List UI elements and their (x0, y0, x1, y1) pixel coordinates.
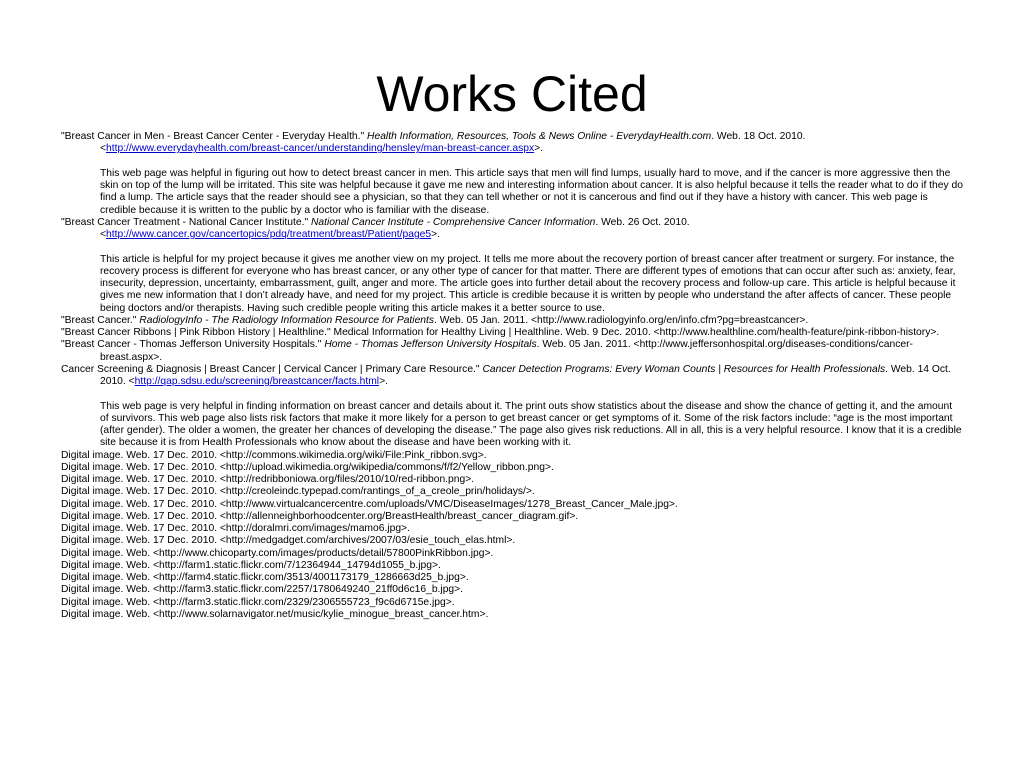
citation-text: "Breast Cancer in Men - Breast Cancer Center - Everyday Health." (61, 131, 368, 142)
image-citation: Digital image. Web. 17 Dec. 2010. <http://creoleindc.typepad.com/rantings_of_a_creole_prin/holidays/>. (61, 486, 535, 498)
annotation-6: This web page is very helpful in finding information on breast cancer and details about it. The print outs show statistics about the disease and show the chance of getting it, and the amount of survivors. This web page also lists risk factors that make it more likely for a person to get breast cancer or get symptoms of it. Some of the risk factors include: “age is the most important (after gender). The older a women, the greater her chances of developing the disease.” The page also gives risk reductions. All in all, this is a very helpful resource. I know that it is a credible site because it is from Health Professionals who know about the disease and have been working with it. (100, 400, 962, 449)
citation-text: "Breast Cancer Treatment - National Cancer Institute." (61, 216, 311, 228)
citation-3 (61, 315, 963, 327)
citation-2 (61, 217, 963, 242)
citation-4 (61, 327, 963, 339)
spacer (61, 156, 963, 168)
image-citation: Digital image. Web. 17 Dec. 2010. <http://doralmri.com/images/mamo6.jpg>. (61, 523, 410, 534)
image-citation: Digital image. Web. <http://farm1.static.flickr.com/7/12364944_14794d1055_b.jpg>. (61, 559, 441, 571)
citation-text: >. (431, 229, 441, 240)
image-citation: Digital image. Web. <http://www.chicoparty.com/images/products/detail/57800PinkRibbon.jpg>. (61, 547, 494, 559)
citation-source-title: Health Information, Resources, Tools & News Online - EverydayHealth.com (367, 131, 712, 142)
citation-text: . Web. 26 Oct. 2010. < (100, 216, 690, 240)
citation-text: >. (379, 376, 388, 387)
citation-source-title: National Cancer Institute - Comprehensive Cancer Information (310, 216, 596, 228)
image-citation: Digital image. Web. <http://farm4.static.flickr.com/3513/4001173179_1286663d25_b.jpg>. (61, 572, 469, 583)
image-citation: Digital image. Web. 17 Dec. 2010. <http://commons.wikimedia.org/wiki/File:Pink_ribbon.svg>. (61, 449, 487, 461)
citation-text: "Breast Cancer Ribbons | Pink Ribbon History | Healthline." Medical Information for Healthy Living | Healthline. Web. 9 Dec. 2010. <http://www.healthline.com/health-feature/pink-ribbon-history>. (61, 327, 940, 338)
image-citation: Digital image. Web. <http://farm3.static.flickr.com/2329/2306555723_f9c6d6715e.jpg>. (61, 596, 455, 608)
spacer (61, 241, 963, 253)
works-cited-list (61, 131, 963, 621)
image-citation: Digital image. Web. 17 Dec. 2010. <http://allenneighborhoodcenter.org/BreastHealth/breast_cancer_diagram.gif>. (61, 510, 579, 522)
citation-text: "Breast Cancer - Thomas Jefferson University Hospitals." (61, 339, 325, 351)
citation-text: . Web. 18 Oct. 2010. < (100, 131, 806, 155)
citation-5 (61, 339, 963, 364)
image-citation: Digital image. Web. <http://farm3.static.flickr.com/2257/1780649240_21ff0d6c16_b.jpg>. (61, 584, 464, 596)
citation-text: Cancer Screening & Diagnosis | Breast Cancer | Cervical Cancer | Primary Care Resource." (61, 363, 483, 375)
citation-6 (61, 364, 963, 389)
image-citation: Digital image. Web. 17 Dec. 2010. <http://upload.wikimedia.org/wikipedia/commons/f/f2/Yellow_ribbon.png>. (61, 461, 554, 473)
citation-text: "Breast Cancer." (61, 314, 140, 326)
citation-1 (61, 131, 963, 156)
citation-text: . Web. 05 Jan. 2011. <http://www.jeffersonhospital.org/diseases-conditions/cancer-breast.aspx>. (100, 339, 913, 363)
citation-source-title: Cancer Detection Programs: Every Woman Counts | Resources for Health Professionals (482, 363, 886, 375)
citation-link[interactable]: http://qap.sdsu.edu/screening/breastcancer/facts.html (134, 376, 380, 387)
image-citation: Digital image. Web. <http://www.solarnavigator.net/music/kylie_minogue_breast_cancer.htm>. (61, 608, 489, 620)
annotation-1: This web page was helpful in figuring out how to detect breast cancer in men. This article says that men will find lumps, usually hard to move, and if the cancer is more aggressive then the skin on top of the lump will be irritated. This site was helpful because it gave me new and interesting information about cancer. It is also helpful because it tells the reader what to do if they do find a lump. The article says that the reader should see a physician, so that they can tell whether or not it is cancerous and find out if they have a history with cancer. This web page is credible because it is written to the public by a doctor who is familiar with the disease. (100, 167, 963, 216)
annotation-2: This article is helpful for my project because it gives me another view on my project. It tells me more about the recovery portion of breast cancer after treatment or surgery. For instance, the recovery process is different for everyone who has breast cancer, or any other type of cancer for that matter. There are different types of emotions that can occur after such as: anxiety, fear, insecurity, depression, uncertainty, embarrassment, guilt, anger and more. The article goes into further detail about the recovery process and follow-up care. This article is helpful because it gives me new information that I don’t already have, and need for my project. This article is credible because it is written by people who understand the after affects of cancer. These people being doctors and/or therapists. Having such credible people writing this article makes it a better source to use. (100, 253, 956, 314)
citation-text: . Web. 14 Oct. 2010. < (100, 363, 951, 387)
image-citation: Digital image. Web. 17 Dec. 2010. <http://redribboniowa.org/files/2010/10/red-ribbon.png>. (61, 474, 475, 485)
image-citation: Digital image. Web. 17 Dec. 2010. <http://www.virtualcancercentre.com/uploads/VMC/DiseaseImages/1278_Breast_Cancer_Male.jpg>. (61, 498, 678, 510)
image-citation: Digital image. Web. 17 Dec. 2010. <http://medgadget.com/archives/2007/03/esie_touch_elas.html>. (61, 535, 516, 547)
page-title: Works Cited (376, 66, 648, 122)
citation-link[interactable]: http://www.cancer.gov/cancertopics/pdq/treatment/breast/Patient/page5 (106, 229, 432, 240)
citation-source-title: RadiologyInfo - The Radiology Information Resource for Patients (139, 314, 435, 326)
citation-source-title: Home - Thomas Jefferson University Hospitals (324, 339, 537, 351)
spacer (61, 388, 963, 400)
citation-link[interactable]: http://www.everydayhealth.com/breast-cancer/understanding/hensley/man-breast-cancer.aspx (106, 143, 535, 155)
citation-text: . Web. 05 Jan. 2011. <http://www.radiologyinfo.org/en/info.cfm?pg=breastcancer>. (434, 314, 809, 326)
citation-text: >. (534, 143, 544, 155)
